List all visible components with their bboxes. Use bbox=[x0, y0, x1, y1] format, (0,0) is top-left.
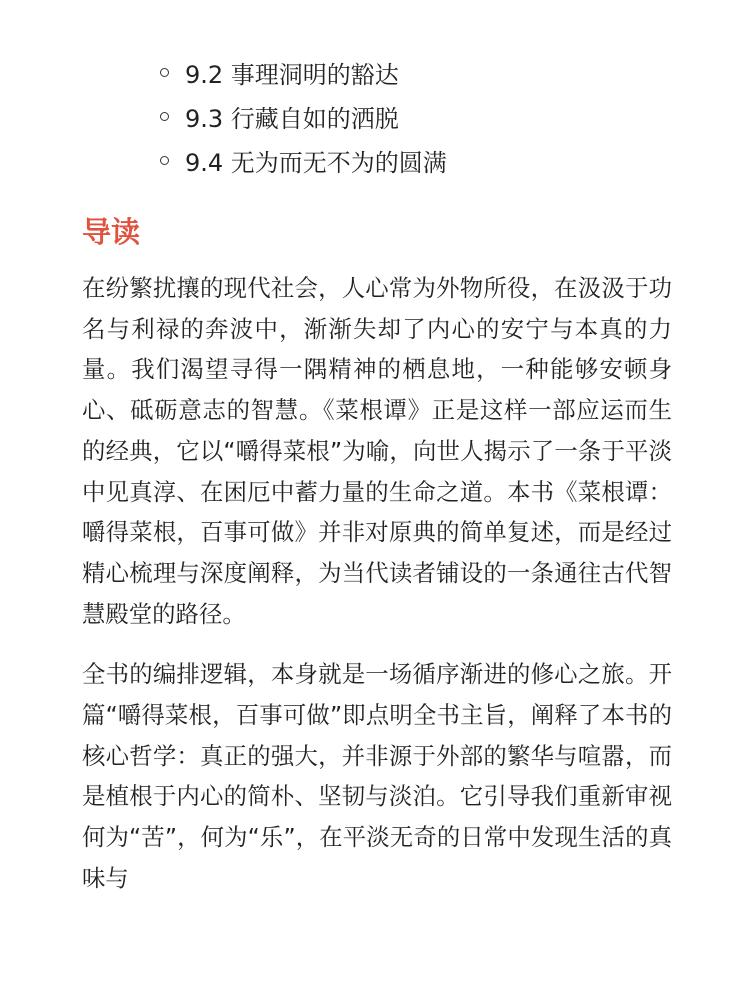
toc-item-label: 9.3 行藏自如的洒脱 bbox=[185, 104, 399, 133]
table-of-contents bbox=[160, 50, 447, 182]
toc-item-label: 9.2 事理洞明的豁达 bbox=[185, 60, 399, 89]
circle-bullet-icon bbox=[160, 112, 169, 121]
toc-item-9-4[interactable] bbox=[160, 138, 447, 182]
section-content bbox=[82, 268, 672, 919]
paragraph: 在纷繁扰攘的现代社会，人心常为外物所役，在汲汲于功名与利禄的奔波中，渐渐失却了内心的安宁与本真的力量。我们渴望寻得一隅精神的栖息地，一种能够安顿身心、砥砺意志的智慧。《菜根谭》正是这样一部应运而生的经典，它以“嚼得菜根”为喻，向世人揭示了一条于平淡中见真淳、在困厄中蓄力量的生命之道。本书《菜根谭：嚼得菜根，百事可做》并非对原典的简单复述，而是经过精心梳理与深度阐释，为当代读者铺设的一条通往古代智慧殿堂的路径。 bbox=[82, 274, 672, 628]
section-title: 导读 bbox=[82, 215, 141, 249]
circle-bullet-icon bbox=[160, 68, 169, 77]
toc-item-label: 9.4 无为而无不为的圆满 bbox=[185, 148, 447, 177]
paragraph: 全书的编排逻辑，本身就是一场循序渐进的修心之旅。开篇“嚼得菜根，百事可做”即点明全书主旨，阐释了本书的核心哲学：真正的强大，并非源于外部的繁华与喧嚣，而是植根于内心的简朴、坚韧与淡泊。它引导我们重新审视何为“苦”，何为“乐”，在平淡无奇的日常中发现生活的真味与 bbox=[82, 660, 672, 892]
circle-bullet-icon bbox=[160, 156, 169, 165]
toc-item-9-3[interactable] bbox=[160, 94, 447, 138]
toc-item-9-2[interactable] bbox=[160, 50, 447, 94]
